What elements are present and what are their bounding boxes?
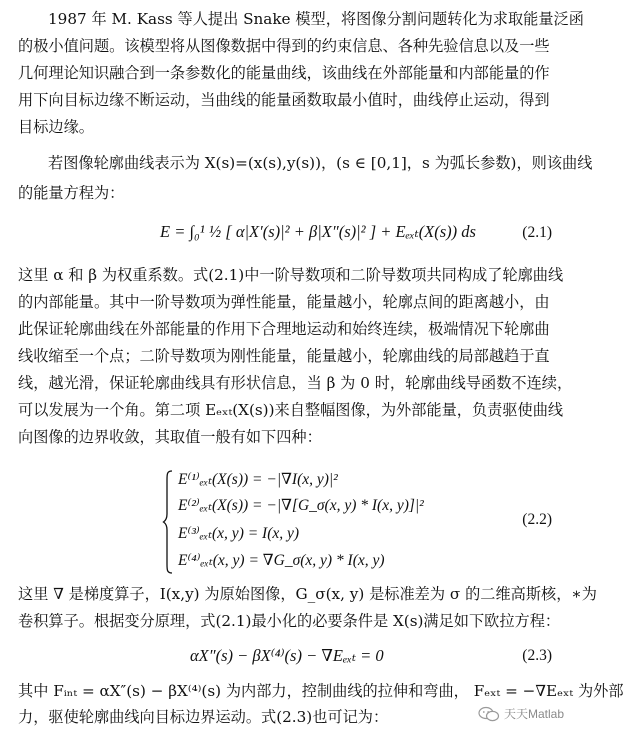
equation-2-1: E = ∫₀¹ ½ [ α|X′(s)|² + β|X″(s)|² ] + Eₑₓₜ(X(s)) ds (160, 222, 476, 241)
equation-2-2-case-2: E⁽²⁾ₑₓₜ(X(s)) = −|∇[G_σ(x, y) * I(x, y)]|² (178, 497, 424, 514)
paragraph-4-line: 卷积算子。根据变分原理，式(2.1)最小化的必要条件是 X(s)满足如下欧拉方程： (18, 612, 561, 630)
watermark (478, 705, 564, 722)
paragraph-3-line: 向图像的边界收敛，其取值一般有如下四种： (18, 428, 322, 446)
paragraph-1-line: 目标边缘。 (18, 118, 94, 136)
watermark-label: 天天Matlab (503, 707, 564, 721)
equation-number-2-3: (2.3) (522, 647, 552, 664)
paragraph-1-line: 的极小值问题。该模型将从图像数据中得到的约束信息、各种先验信息以及一些 (18, 37, 550, 55)
equation-number-2-2: (2.2) (522, 511, 552, 528)
paragraph-3-line: 此保证轮廓曲线在外部能量的作用下合理地运动和始终连续，极端情况下轮廓曲 (18, 320, 550, 338)
paragraph-3-line: 这里 α 和 β 为权重系数。式(2.1)中一阶导数项和二阶导数项共同构成了轮廓曲线 (18, 266, 564, 284)
paragraph-3-line: 线收缩至一个点；二阶导数项为刚性能量，能量越小，轮廓曲线的局部越趋于直 (18, 347, 550, 365)
equation-number-2-1: (2.1) (522, 224, 552, 241)
paragraph-1-line: 1987 年 M. Kass 等人提出 Snake 模型，将图像分割问题转化为求取能量泛函 (48, 10, 584, 28)
paragraph-3-line: 可以发展为一个角。第二项 Eₑₓₜ(X(s))来自整幅图像，为外部能量，负责驱使曲线 (18, 401, 564, 419)
paragraph-2-line: 若图像轮廓曲线表示为 X(s)=(x(s),y(s))，(s ∈ [0,1]，s 为弧长参数)，则该曲线 (48, 154, 593, 172)
paragraph-5-line: 其中 Fᵢₙₜ = αX″(s) − βX⁽⁴⁾(s) 为内部力，控制曲线的拉伸和弯曲， Fₑₓₜ = −∇Eₑₓₜ 为外部 (18, 682, 624, 700)
paragraph-2-line: 的能量方程为： (18, 184, 125, 202)
paragraph-1-line: 几何理论知识融合到一条参数化的能量曲线，该曲线在外部能量和内部能量的作 (18, 64, 550, 82)
paragraph-5-line: 力，驱使轮廓曲线向目标边界运动。式(2.3)也可记为： (18, 708, 389, 726)
equation-2-2-case-4: E⁽⁴⁾ₑₓₜ(x, y) = ∇G_σ(x, y) * I(x, y) (178, 552, 385, 569)
paragraph-3-line: 的内部能量。其中一阶导数项为弹性能量，能量越小，轮廓点间的距离越小，由 (18, 293, 550, 311)
equation-2-3: αX″(s) − βX⁽⁴⁾(s) − ∇Eₑₓₜ = 0 (190, 646, 384, 665)
paragraph-1-line: 用下向目标边缘不断运动，当曲线的能量函数取最小值时，曲线停止运动，得到 (18, 91, 550, 109)
equation-2-2-case-1: E⁽¹⁾ₑₓₜ(X(s)) = −|∇I(x, y)|² (178, 471, 338, 488)
equation-2-2-case-3: E⁽³⁾ₑₓₜ(x, y) = I(x, y) (178, 525, 300, 542)
paragraph-3-line: 线，越光滑，保证轮廓曲线具有形状信息，当 β 为 0 时，轮廓曲线导函数不连续， (18, 374, 573, 392)
left-brace (163, 470, 173, 574)
paragraph-4-line: 这里 ∇ 是梯度算子，I(x,y) 为原始图像，G_σ(x, y) 是标准差为 σ 的二维高斯核，∗为 (18, 585, 597, 603)
wechat-icon (478, 706, 500, 722)
